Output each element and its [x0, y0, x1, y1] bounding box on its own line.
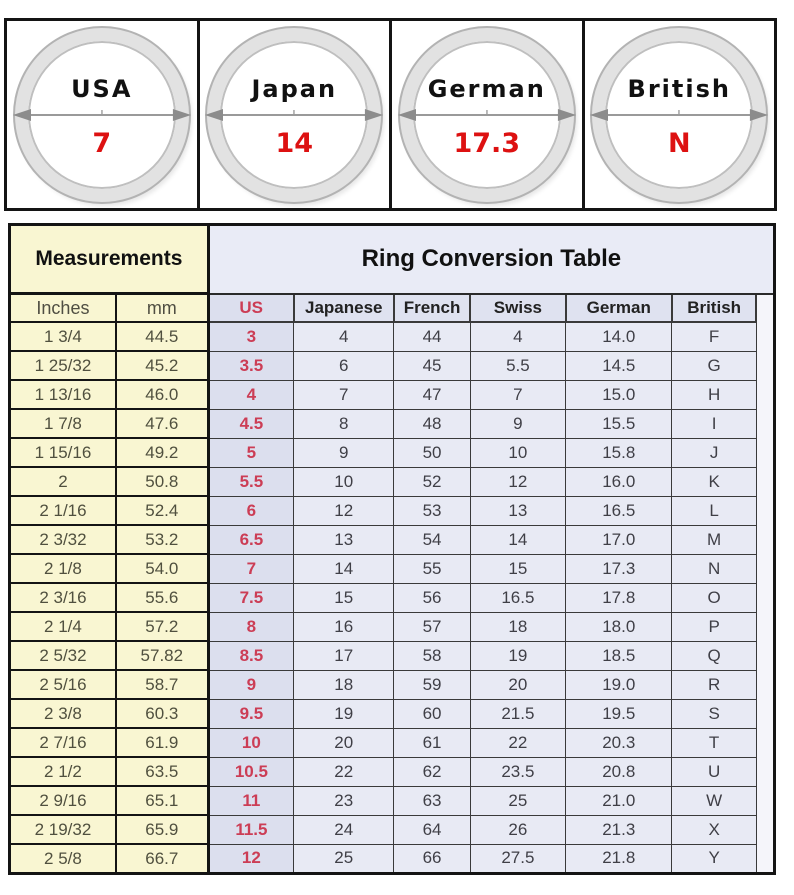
- cell-inches: 2 1/2: [10, 757, 116, 786]
- cell-us: 5.5: [208, 467, 293, 496]
- cell-german: 18.5: [566, 641, 672, 670]
- cell-french: 52: [394, 467, 470, 496]
- cell-us: 3: [208, 322, 293, 351]
- cell-british: P: [672, 612, 756, 641]
- cell-swiss: 13: [470, 496, 565, 525]
- cell-mm: 60.3: [116, 699, 208, 728]
- size-row: [10, 728, 775, 757]
- cell-british: T: [672, 728, 756, 757]
- ring-country-label: German: [427, 75, 546, 104]
- cell-german: 15.5: [566, 409, 672, 438]
- cell-japanese: 9: [294, 438, 394, 467]
- spacer-cell: [756, 815, 774, 844]
- size-row: [10, 844, 775, 874]
- cell-german: 15.0: [566, 380, 672, 409]
- ring-size-value: N: [667, 127, 691, 159]
- cell-french: 63: [394, 786, 470, 815]
- column-header-swiss: Swiss: [470, 294, 565, 323]
- ring-examples-row: [4, 18, 777, 211]
- cell-inches: 1 25/32: [10, 351, 116, 380]
- conversion-table-title: Ring Conversion Table: [208, 225, 774, 294]
- spacer-cell: [756, 351, 774, 380]
- cell-french: 47: [394, 380, 470, 409]
- cell-mm: 55.6: [116, 583, 208, 612]
- cell-swiss: 22: [470, 728, 565, 757]
- cell-mm: 54.0: [116, 554, 208, 583]
- cell-french: 60: [394, 699, 470, 728]
- cell-swiss: 15: [470, 554, 565, 583]
- ring-conversion-table: [8, 223, 776, 875]
- spacer-cell: [756, 641, 774, 670]
- cell-british: M: [672, 525, 756, 554]
- cell-japanese: 7: [294, 380, 394, 409]
- cell-british: X: [672, 815, 756, 844]
- cell-french: 57: [394, 612, 470, 641]
- cell-mm: 66.7: [116, 844, 208, 874]
- cell-swiss: 16.5: [470, 583, 565, 612]
- cell-german: 16.0: [566, 467, 672, 496]
- cell-mm: 44.5: [116, 322, 208, 351]
- cell-british: K: [672, 467, 756, 496]
- cell-japanese: 16: [294, 612, 394, 641]
- cell-inches: 1 15/16: [10, 438, 116, 467]
- size-row: [10, 612, 775, 641]
- ring-size-value: 17.3: [453, 127, 521, 159]
- cell-us: 3.5: [208, 351, 293, 380]
- size-row: [10, 409, 775, 438]
- cell-mm: 52.4: [116, 496, 208, 525]
- cell-inches: 2 9/16: [10, 786, 116, 815]
- cell-us: 11: [208, 786, 293, 815]
- cell-inches: 2 19/32: [10, 815, 116, 844]
- size-row: [10, 670, 775, 699]
- cell-mm: 49.2: [116, 438, 208, 467]
- cell-us: 5: [208, 438, 293, 467]
- diameter-arrow-icon: [203, 106, 385, 124]
- cell-us: 4: [208, 380, 293, 409]
- ring-size-value: 7: [92, 127, 112, 159]
- cell-inches: 2 1/8: [10, 554, 116, 583]
- cell-french: 48: [394, 409, 470, 438]
- cell-german: 18.0: [566, 612, 672, 641]
- cell-british: O: [672, 583, 756, 612]
- cell-british: S: [672, 699, 756, 728]
- cell-french: 58: [394, 641, 470, 670]
- measurements-section-title: Measurements: [10, 225, 209, 294]
- cell-us: 12: [208, 844, 293, 874]
- cell-mm: 45.2: [116, 351, 208, 380]
- cell-japanese: 10: [294, 467, 394, 496]
- cell-german: 19.0: [566, 670, 672, 699]
- size-row: [10, 554, 775, 583]
- size-row: [10, 467, 775, 496]
- cell-german: 20.3: [566, 728, 672, 757]
- size-row: [10, 815, 775, 844]
- ring-panel: [389, 18, 585, 211]
- column-header-french: French: [394, 294, 470, 323]
- ring-size-value: 14: [275, 127, 314, 159]
- ring-panel: [4, 18, 200, 211]
- cell-mm: 46.0: [116, 380, 208, 409]
- cell-inches: 2 3/32: [10, 525, 116, 554]
- cell-german: 21.8: [566, 844, 672, 874]
- cell-swiss: 21.5: [470, 699, 565, 728]
- column-header-japanese: Japanese: [294, 294, 394, 323]
- spacer-cell: [756, 525, 774, 554]
- cell-german: 21.3: [566, 815, 672, 844]
- cell-german: 14.0: [566, 322, 672, 351]
- cell-japanese: 24: [294, 815, 394, 844]
- cell-french: 66: [394, 844, 470, 874]
- size-row: [10, 641, 775, 670]
- size-row: [10, 786, 775, 815]
- cell-german: 17.0: [566, 525, 672, 554]
- spacer-cell: [756, 322, 774, 351]
- cell-japanese: 23: [294, 786, 394, 815]
- cell-japanese: 18: [294, 670, 394, 699]
- ring-size-chart-page: [0, 18, 794, 895]
- spacer-cell: [756, 409, 774, 438]
- cell-french: 56: [394, 583, 470, 612]
- cell-french: 59: [394, 670, 470, 699]
- spacer-cell: [756, 583, 774, 612]
- spacer-cell: [756, 699, 774, 728]
- cell-swiss: 5.5: [470, 351, 565, 380]
- cell-us: 7.5: [208, 583, 293, 612]
- cell-mm: 57.2: [116, 612, 208, 641]
- diameter-arrow-icon: [588, 106, 770, 124]
- spacer-cell: [756, 728, 774, 757]
- cell-british: N: [672, 554, 756, 583]
- column-header-us: US: [208, 294, 293, 323]
- cell-japanese: 22: [294, 757, 394, 786]
- cell-british: I: [672, 409, 756, 438]
- cell-french: 50: [394, 438, 470, 467]
- cell-swiss: 20: [470, 670, 565, 699]
- cell-inches: 2 3/16: [10, 583, 116, 612]
- cell-mm: 58.7: [116, 670, 208, 699]
- cell-british: H: [672, 380, 756, 409]
- cell-mm: 65.1: [116, 786, 208, 815]
- cell-inches: 1 3/4: [10, 322, 116, 351]
- cell-swiss: 18: [470, 612, 565, 641]
- cell-inches: 1 7/8: [10, 409, 116, 438]
- cell-german: 14.5: [566, 351, 672, 380]
- cell-swiss: 10: [470, 438, 565, 467]
- cell-us: 10.5: [208, 757, 293, 786]
- cell-mm: 63.5: [116, 757, 208, 786]
- table-title-row: [10, 225, 775, 294]
- cell-french: 64: [394, 815, 470, 844]
- cell-japanese: 12: [294, 496, 394, 525]
- spacer-cell: [756, 670, 774, 699]
- cell-british: W: [672, 786, 756, 815]
- cell-german: 16.5: [566, 496, 672, 525]
- cell-inches: 2 5/8: [10, 844, 116, 874]
- cell-british: U: [672, 757, 756, 786]
- cell-british: F: [672, 322, 756, 351]
- cell-us: 8.5: [208, 641, 293, 670]
- ring-country-label: Japan: [251, 75, 338, 104]
- ring-panel: [197, 18, 393, 211]
- cell-inches: 2 1/16: [10, 496, 116, 525]
- cell-japanese: 19: [294, 699, 394, 728]
- cell-us: 8: [208, 612, 293, 641]
- column-header-german: German: [566, 294, 672, 323]
- size-row: [10, 351, 775, 380]
- cell-mm: 57.82: [116, 641, 208, 670]
- cell-us: 7: [208, 554, 293, 583]
- ring-country-label: British: [627, 75, 731, 104]
- diameter-arrow-icon: [11, 106, 193, 124]
- cell-mm: 65.9: [116, 815, 208, 844]
- cell-inches: 2 7/16: [10, 728, 116, 757]
- ring-country-label: USA: [71, 75, 133, 104]
- cell-japanese: 20: [294, 728, 394, 757]
- conversion-table-body: [10, 322, 775, 874]
- cell-german: 15.8: [566, 438, 672, 467]
- cell-swiss: 27.5: [470, 844, 565, 874]
- cell-japanese: 17: [294, 641, 394, 670]
- cell-inches: 2 5/16: [10, 670, 116, 699]
- cell-japanese: 14: [294, 554, 394, 583]
- cell-mm: 47.6: [116, 409, 208, 438]
- cell-swiss: 23.5: [470, 757, 565, 786]
- spacer-cell: [756, 786, 774, 815]
- spacer-cell: [756, 844, 774, 874]
- cell-british: Y: [672, 844, 756, 874]
- size-row: [10, 380, 775, 409]
- cell-german: 21.0: [566, 786, 672, 815]
- size-row: [10, 525, 775, 554]
- cell-mm: 50.8: [116, 467, 208, 496]
- cell-french: 55: [394, 554, 470, 583]
- cell-mm: 53.2: [116, 525, 208, 554]
- cell-japanese: 4: [294, 322, 394, 351]
- cell-german: 20.8: [566, 757, 672, 786]
- cell-german: 17.8: [566, 583, 672, 612]
- cell-french: 54: [394, 525, 470, 554]
- column-header-british: British: [672, 294, 756, 323]
- spacer-cell: [756, 757, 774, 786]
- cell-us: 11.5: [208, 815, 293, 844]
- cell-mm: 61.9: [116, 728, 208, 757]
- spacer-cell: [756, 467, 774, 496]
- size-row: [10, 757, 775, 786]
- cell-british: R: [672, 670, 756, 699]
- cell-swiss: 19: [470, 641, 565, 670]
- cell-swiss: 26: [470, 815, 565, 844]
- cell-french: 44: [394, 322, 470, 351]
- spacer-cell: [756, 496, 774, 525]
- cell-british: Q: [672, 641, 756, 670]
- spacer-cell: [756, 554, 774, 583]
- cell-french: 45: [394, 351, 470, 380]
- cell-swiss: 14: [470, 525, 565, 554]
- cell-us: 9: [208, 670, 293, 699]
- cell-swiss: 9: [470, 409, 565, 438]
- size-row: [10, 583, 775, 612]
- cell-british: J: [672, 438, 756, 467]
- cell-inches: 2 1/4: [10, 612, 116, 641]
- cell-german: 19.5: [566, 699, 672, 728]
- cell-swiss: 4: [470, 322, 565, 351]
- ring-panel: [582, 18, 778, 211]
- cell-inches: 2 5/32: [10, 641, 116, 670]
- cell-german: 17.3: [566, 554, 672, 583]
- spacer-cell: [756, 438, 774, 467]
- cell-french: 53: [394, 496, 470, 525]
- cell-french: 61: [394, 728, 470, 757]
- cell-japanese: 13: [294, 525, 394, 554]
- cell-us: 9.5: [208, 699, 293, 728]
- cell-japanese: 8: [294, 409, 394, 438]
- cell-inches: 1 13/16: [10, 380, 116, 409]
- cell-us: 4.5: [208, 409, 293, 438]
- cell-japanese: 15: [294, 583, 394, 612]
- size-row: [10, 438, 775, 467]
- column-header-row: [10, 294, 775, 323]
- cell-us: 6: [208, 496, 293, 525]
- cell-japanese: 25: [294, 844, 394, 874]
- diameter-arrow-icon: [396, 106, 578, 124]
- cell-inches: 2: [10, 467, 116, 496]
- cell-swiss: 12: [470, 467, 565, 496]
- size-row: [10, 322, 775, 351]
- spacer-column-header: [756, 294, 774, 323]
- cell-french: 62: [394, 757, 470, 786]
- cell-japanese: 6: [294, 351, 394, 380]
- spacer-cell: [756, 612, 774, 641]
- cell-british: G: [672, 351, 756, 380]
- cell-inches: 2 3/8: [10, 699, 116, 728]
- cell-swiss: 25: [470, 786, 565, 815]
- cell-us: 6.5: [208, 525, 293, 554]
- size-row: [10, 699, 775, 728]
- cell-us: 10: [208, 728, 293, 757]
- cell-british: L: [672, 496, 756, 525]
- size-row: [10, 496, 775, 525]
- spacer-cell: [756, 380, 774, 409]
- column-header-inches: Inches: [10, 294, 116, 323]
- column-header-mm: mm: [116, 294, 208, 323]
- cell-swiss: 7: [470, 380, 565, 409]
